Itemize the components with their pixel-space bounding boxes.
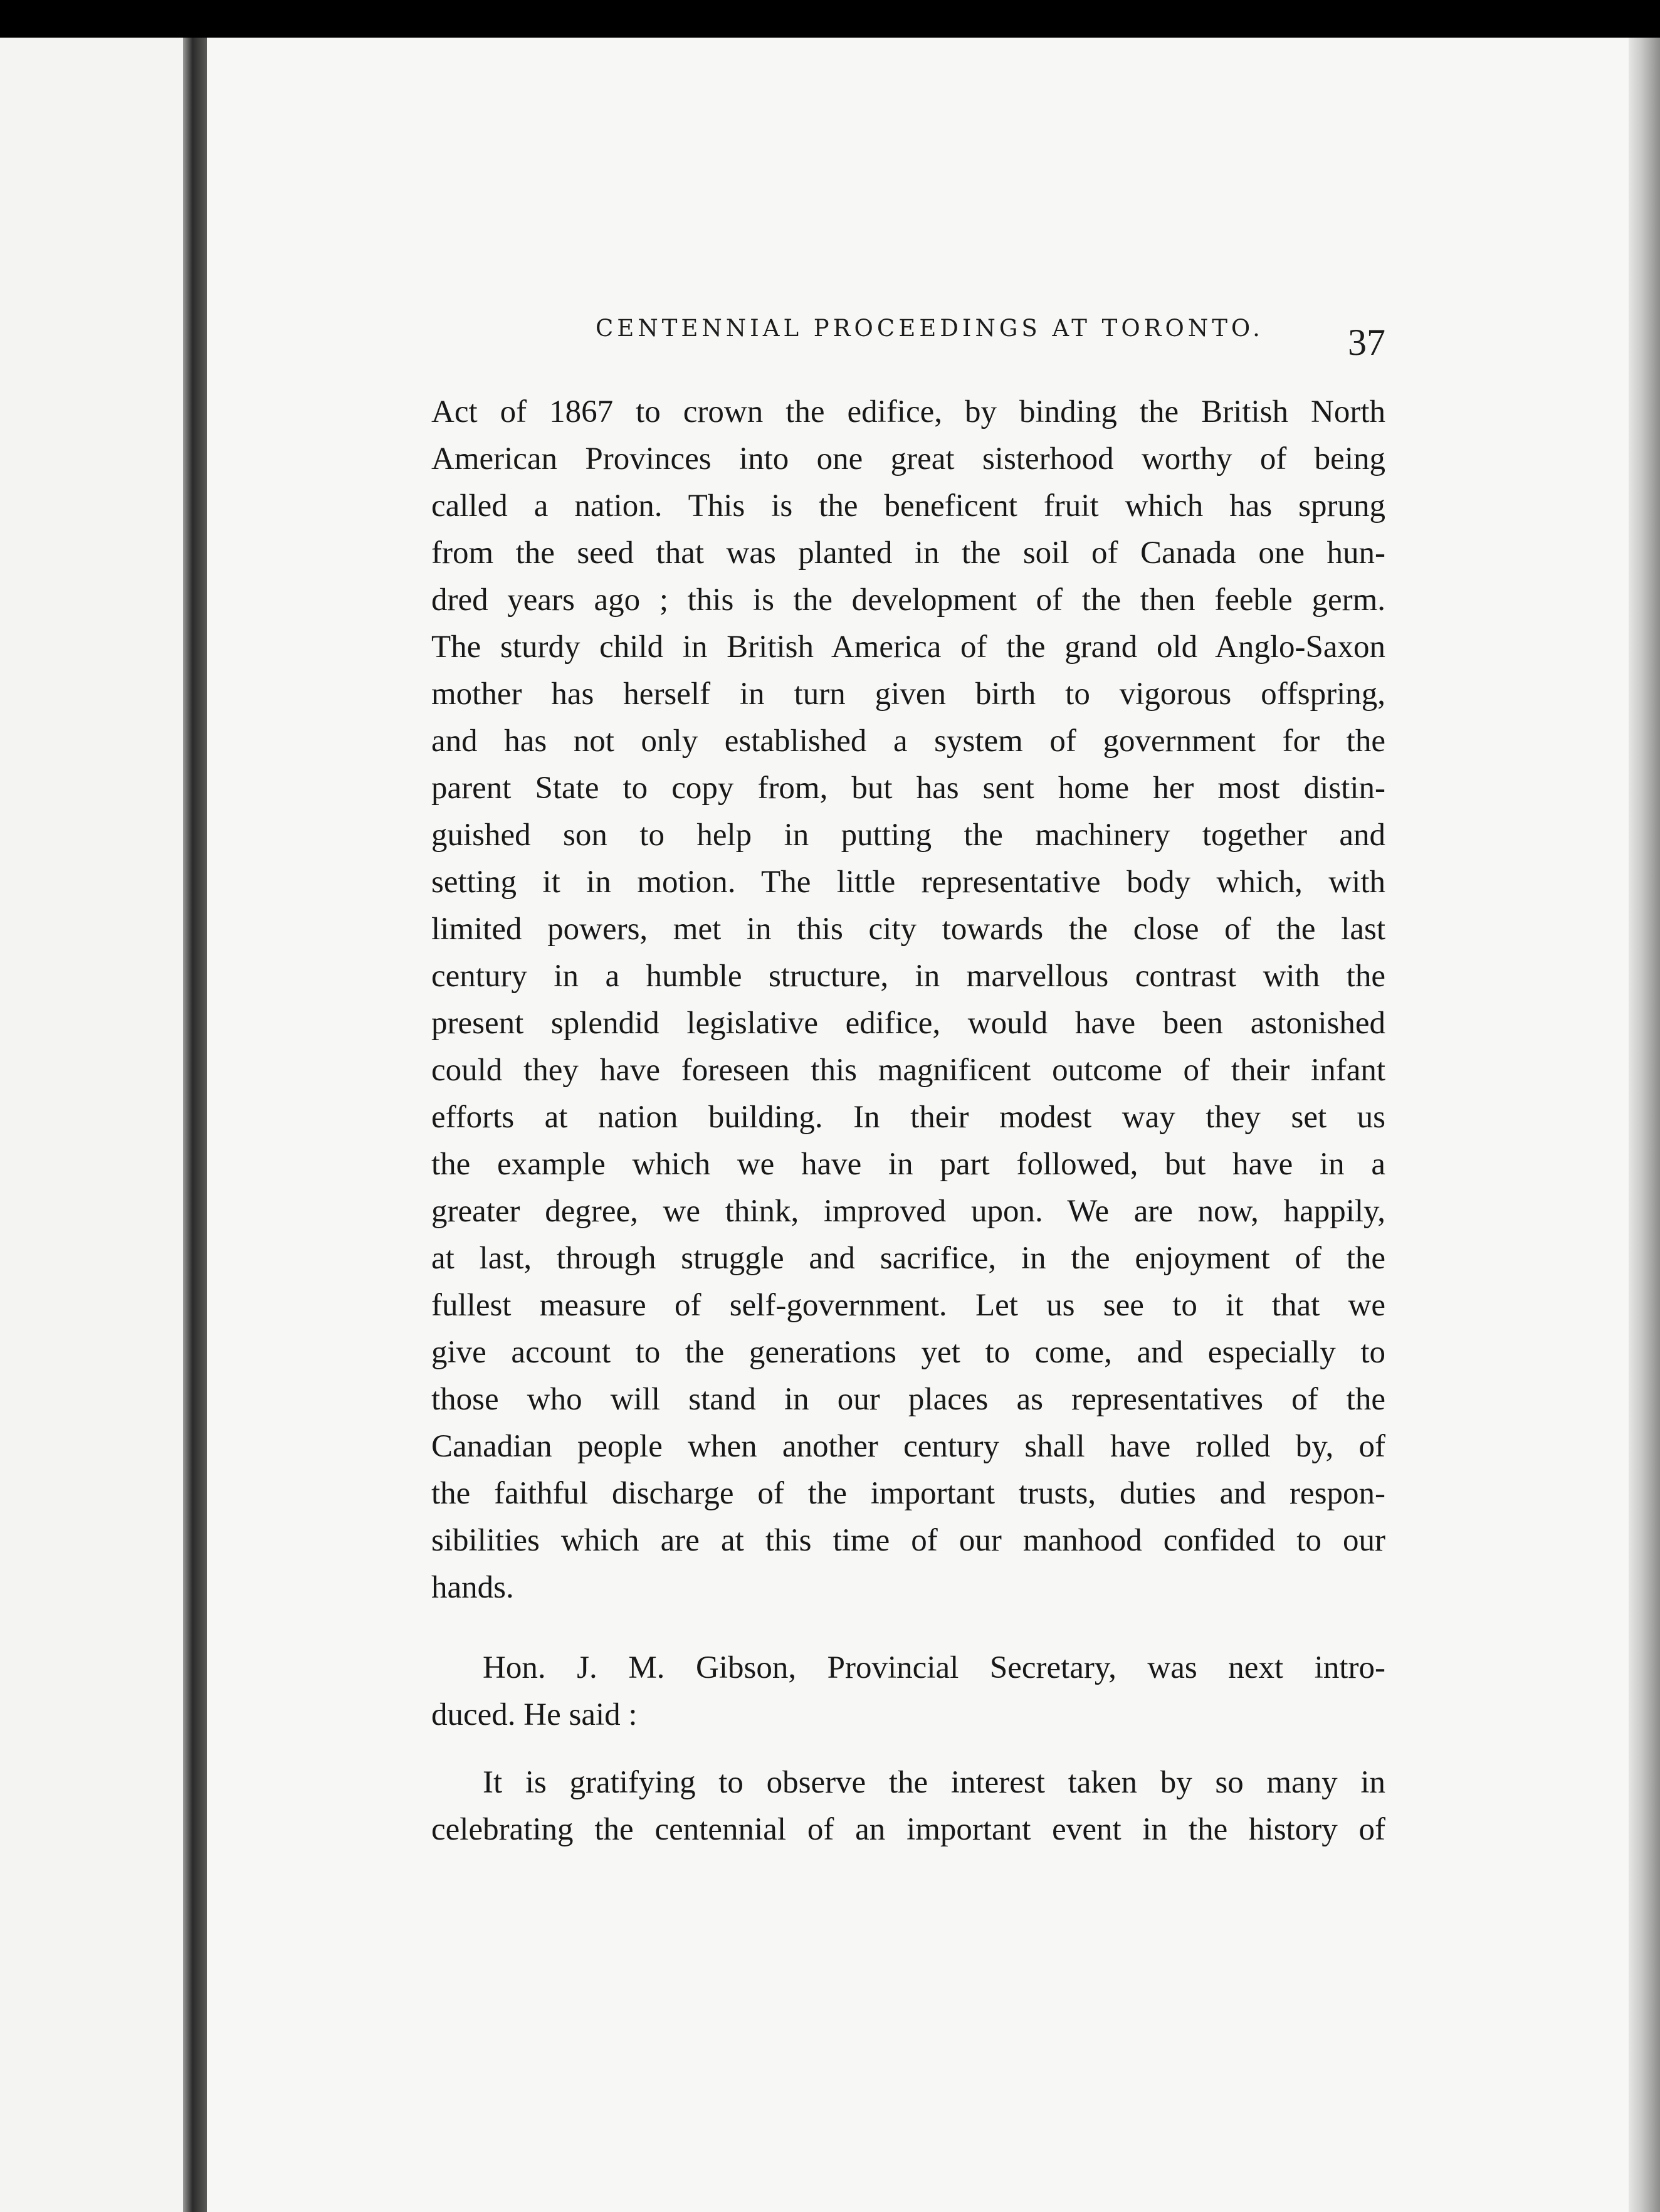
text-line: could they have foreseen this magnificent outcome of their infant [431, 1053, 1385, 1088]
text-line: present splendid legislative edifice, would have been astonished [431, 1006, 1385, 1041]
text-line: limited powers, met in this city towards the close of the last [431, 912, 1385, 947]
text-line: the example which we have in part followed, but have in a [431, 1147, 1385, 1182]
text-line: efforts at nation building. In their modest way they set us [431, 1100, 1385, 1135]
text-line: parent State to copy from, but has sent home her most distin- [431, 771, 1385, 806]
page-number: 37 [1348, 322, 1385, 363]
text-line: celebrating the centennial of an important event in the history of [431, 1812, 1385, 1847]
text-line: Hon. J. M. Gibson, Provincial Secretary, was next intro- [483, 1650, 1385, 1685]
text-line: sibilities which are at this time of our manhood confided to our [431, 1523, 1385, 1558]
text-line: mother has herself in turn given birth to vigorous offspring, [431, 677, 1385, 712]
text-line: called a nation. This is the beneficent fruit which has sprung [431, 488, 1385, 524]
running-head: CENTENNIAL PROCEEDINGS AT TORONTO. [596, 315, 1264, 342]
text-line: at last, through struggle and sacrifice, in the enjoyment of the [431, 1241, 1385, 1276]
text-line: Act of 1867 to crown the edifice, by binding the British North [431, 394, 1385, 429]
text-line: The sturdy child in British America of the grand old Anglo-Saxon [431, 629, 1385, 665]
text-line: from the seed that was planted in the soil of Canada one hun- [431, 535, 1385, 571]
book-gutter [183, 38, 207, 2212]
text-line: those who will stand in our places as representatives of the [431, 1382, 1385, 1417]
left-page-edge [0, 38, 183, 2212]
text-line: guished son to help in putting the machinery together and [431, 818, 1385, 853]
text-line: century in a humble structure, in marvellous contrast with the [431, 959, 1385, 994]
text-line: Canadian people when another century shall have rolled by, of [431, 1429, 1385, 1464]
text-line: duced. He said : [431, 1697, 638, 1732]
right-page-edge [1629, 38, 1660, 2212]
text-line: and has not only established a system of government for the [431, 724, 1385, 759]
text-line: the faithful discharge of the important trusts, duties and respon- [431, 1476, 1385, 1511]
text-line: fullest measure of self-government. Let us see to it that we [431, 1288, 1385, 1323]
text-line: give account to the generations yet to come, and especially to [431, 1335, 1385, 1370]
text-line: It is gratifying to observe the interest taken by so many in [483, 1765, 1385, 1800]
text-line: American Provinces into one great sisterhood worthy of being [431, 441, 1385, 477]
text-line: hands. [431, 1570, 514, 1605]
text-line: greater degree, we think, improved upon. We are now, happily, [431, 1194, 1385, 1229]
text-line: setting it in motion. The little representative body which, with [431, 865, 1385, 900]
text-line: dred years ago ; this is the development of the then feeble germ. [431, 582, 1385, 618]
